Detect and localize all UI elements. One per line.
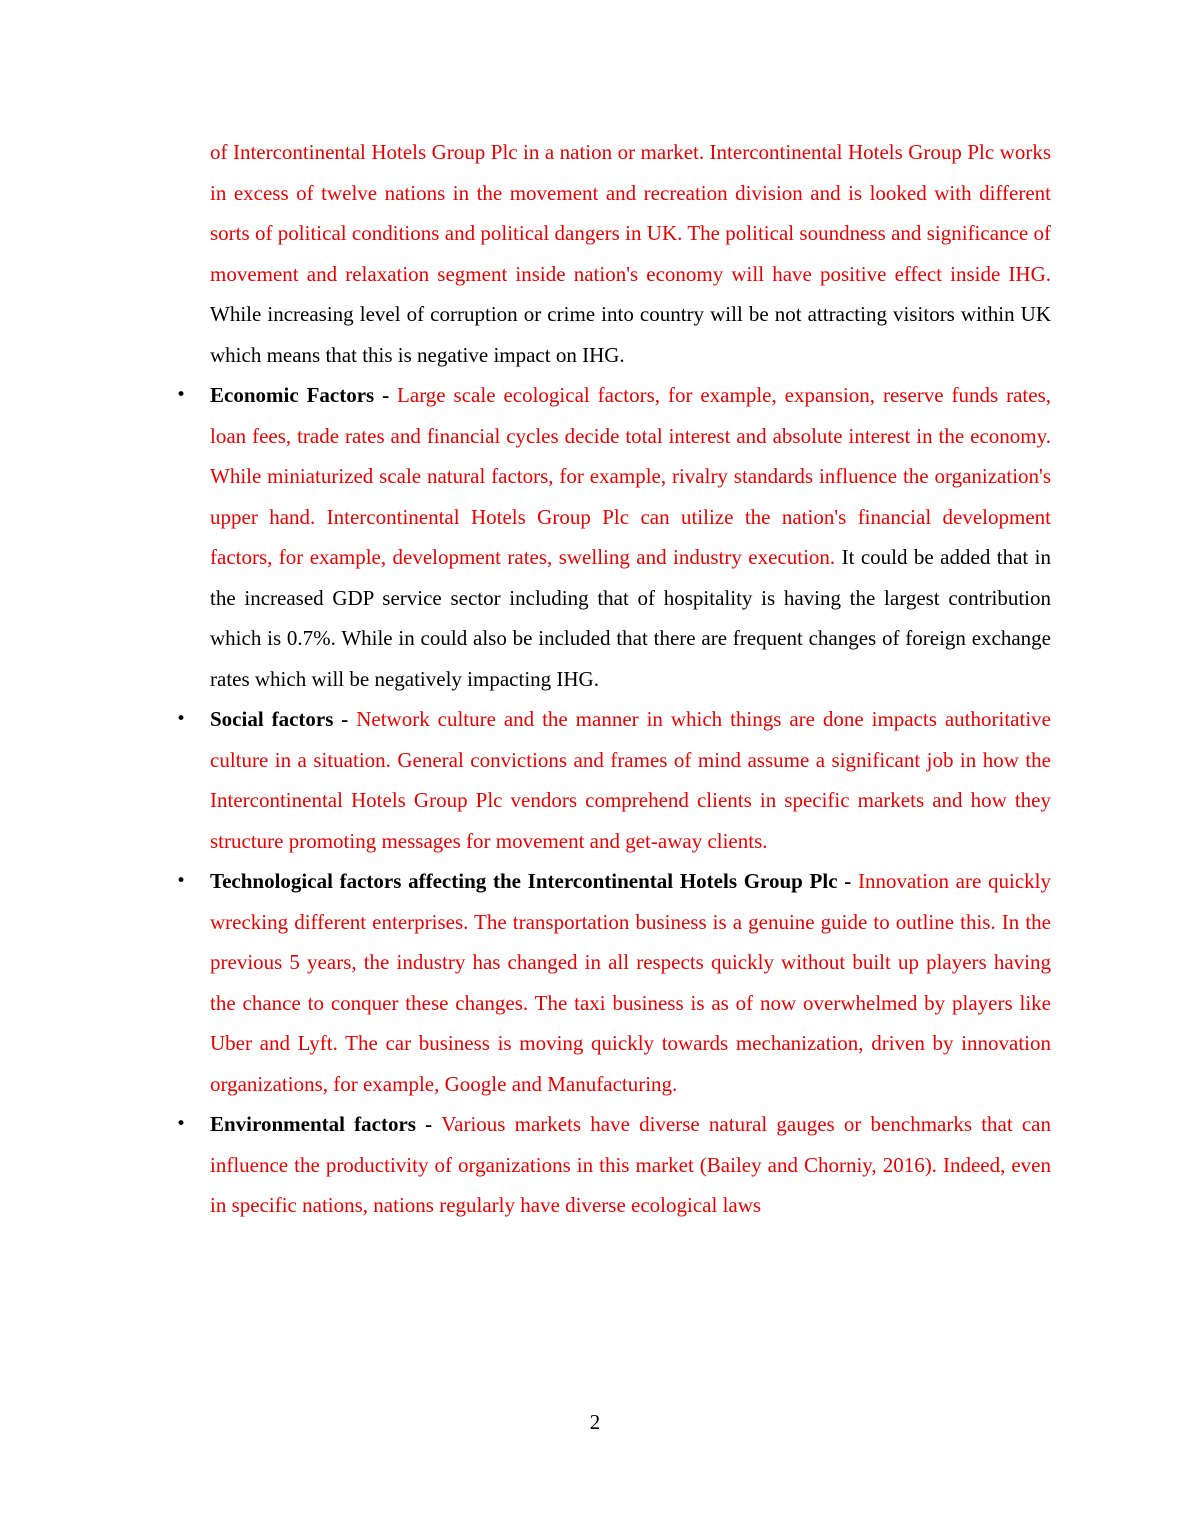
bullet-label: Economic Factors -: [210, 383, 398, 407]
list-item-technological-factors: [176, 861, 1052, 1104]
red-text-run: Network culture and the manner in which things are done impacts authoritative culture in a situation. General convictions and frames of mind assume a significant job in how the Intercontinental Hotels Group Plc vendors comprehend clients in specific markets and how they structure promoting messages for movement and get-away clients.: [210, 707, 1051, 853]
black-text-run: While increasing level of corruption or crime into country will be not attracting visitors within UK which means that this is negative impact on IHG.: [210, 302, 1051, 367]
bullet-label: Environmental factors -: [210, 1112, 442, 1136]
document-body-text: [176, 132, 1052, 1226]
bullet-icon: •: [176, 385, 187, 405]
red-text-run: Various markets have diverse natural gauges or benchmarks that can influence the productivity of organizations in this market (Bailey and Chorniy, 2016). Indeed, even in specific nations, nations regularly have diverse ecological laws: [210, 1112, 1052, 1217]
page-number: 2: [589, 1410, 601, 1434]
bullet-label: Technological factors affecting the Intercontinental Hotels Group Plc -: [210, 869, 858, 893]
red-text-run: Innovation are quickly wrecking different enterprises. The transportation business is a genuine guide to outline this. In the previous 5 years, the industry has changed in all respects quickly without built up players having the chance to conquer these changes. The taxi business is as of now overwhelmed by players like Uber and Lyft. The car business is moving quickly towards mechanization, driven by innovation organizations, for example, Google and Manufacturing.: [210, 869, 1052, 1096]
bullet-icon: •: [176, 871, 187, 891]
pestle-factors-list: [176, 375, 1052, 1226]
black-text-run: It could be added that in the increased GDP service sector including that of hospitality is having the largest contribution which is 0.7%. While in could also be included that there are frequent changes of foreign exchange rates which will be negatively impacting IHG.: [210, 545, 1051, 691]
list-item-environmental-factors: [176, 1104, 1052, 1226]
red-text-run: Large scale ecological factors, for example, expansion, reserve funds rates, loan fees, trade rates and financial cycles decide total interest and absolute interest in the economy. While miniaturized scale natural factors, for example, rivalry standards influence the organization's upper hand. Intercontinental Hotels Group Plc can utilize the nation's financial development factors, for example, development rates, swelling and industry execution.: [210, 383, 1051, 569]
list-item-social-factors: [176, 699, 1051, 861]
red-text-run: of Intercontinental Hotels Group Plc in a nation or market. Intercontinental Hotels Group Plc works in excess of twelve nations in the movement and recreation division and is looked with different sorts of political conditions and political dangers in UK. The political soundness and significance of movement and relaxation segment inside nation's economy will have positive effect inside IHG.: [210, 140, 1051, 286]
paragraph-political-factors-continuation: [210, 132, 1051, 375]
bullet-label: Social factors -: [210, 707, 357, 731]
bullet-icon: •: [176, 1114, 187, 1134]
list-item-economic-factors: [176, 375, 1051, 699]
bullet-icon: •: [176, 709, 187, 729]
